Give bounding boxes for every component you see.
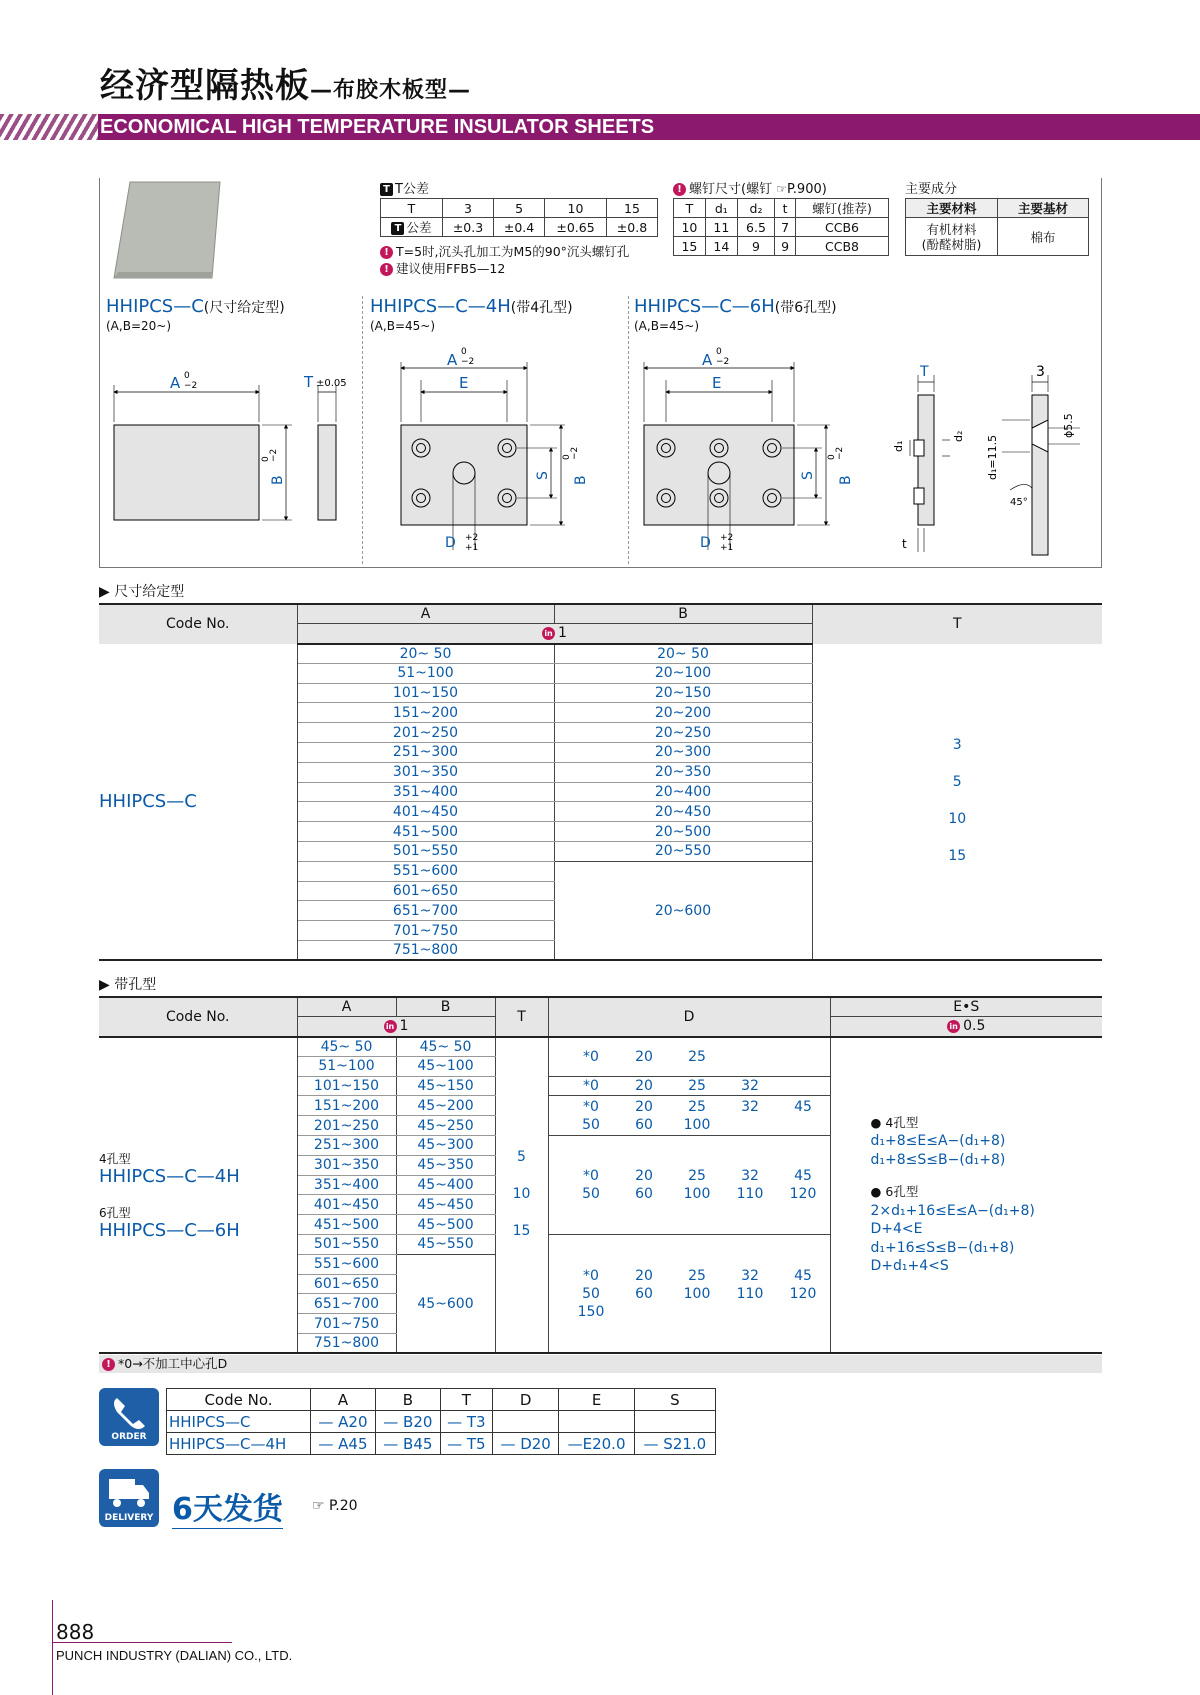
svg-text:0: 0	[562, 454, 572, 460]
separator	[628, 296, 629, 564]
variant-title-c: HHIPCS—C(尺寸给定型)	[106, 296, 285, 317]
a-cell: 401~450	[297, 1195, 396, 1215]
d-cell: *0 20 25	[548, 1037, 830, 1077]
col-t-header: T	[812, 604, 1102, 644]
svg-text:+1: +1	[465, 543, 479, 553]
a-cell: 45~ 50	[297, 1037, 396, 1057]
svg-text:E: E	[712, 374, 722, 392]
a-cell: 551~600	[297, 861, 554, 881]
b-cell: 20~250	[554, 723, 812, 743]
svg-text:B: B	[573, 475, 589, 485]
a-cell: 151~200	[297, 1096, 396, 1116]
a-cell: 251~300	[297, 1136, 396, 1156]
a-cell: 501~550	[297, 842, 554, 862]
svg-text:T: T	[304, 373, 314, 391]
drawing-6-hole-sheet	[630, 340, 1100, 565]
a-cell: 51~100	[297, 1056, 396, 1076]
dim-a: A	[170, 374, 181, 392]
a-cell: 651~700	[297, 901, 554, 921]
order-icon: ORDER	[99, 1388, 159, 1446]
b-cell: 20~400	[554, 782, 812, 802]
unit-row: in 1	[297, 1017, 495, 1037]
a-cell: 401~450	[297, 802, 554, 822]
b-cell: 20~450	[554, 802, 812, 822]
a-cell: 51~100	[297, 663, 554, 683]
drawing-4-hole-sheet	[365, 340, 627, 565]
material-table: 主要材料 主要基材 有机材料 (酚醛树脂) 棉布	[905, 198, 1089, 256]
page-number: 888	[56, 1620, 95, 1644]
svg-text:T: T	[920, 364, 929, 380]
a-cell: 151~200	[297, 703, 554, 723]
table-fixed-size	[99, 603, 1102, 961]
variant-range-4h: (A,B=45~)	[370, 319, 435, 333]
warning-icon: !	[380, 263, 393, 276]
svg-text:S: S	[800, 471, 816, 480]
a-cell: 551~600	[297, 1254, 396, 1274]
material-caption: 主要成分	[905, 182, 958, 197]
variant-range-c: (A,B=20~)	[106, 319, 171, 333]
b-cell: 45~100	[396, 1056, 495, 1076]
unit-icon: in	[947, 1020, 960, 1033]
d-cell: *0 20 25 32 45 50 60 100	[548, 1096, 830, 1136]
b-cell: 45~400	[396, 1175, 495, 1195]
variant-range-6h: (A,B=45~)	[634, 319, 699, 333]
a-cell: 301~350	[297, 762, 554, 782]
svg-text:+2: +2	[720, 533, 734, 543]
svg-text:0: 0	[461, 347, 467, 357]
svg-text:S: S	[535, 471, 551, 480]
english-title: ECONOMICAL HIGH TEMPERATURE INSULATOR SHEETS	[100, 116, 655, 138]
col-code-header: Code No.	[99, 604, 297, 644]
section-title-fixed-size: ▶ 尺寸给定型	[99, 584, 185, 600]
a-cell: 601~650	[297, 1274, 396, 1294]
a-cell: 201~250	[297, 1116, 396, 1136]
svg-text:D: D	[445, 535, 456, 551]
d-cell: *0 20 25 32	[548, 1076, 830, 1096]
a-cell: 351~400	[297, 1175, 396, 1195]
t-badge-icon: T	[391, 222, 404, 235]
col-code-header: Code No.	[99, 997, 297, 1037]
b-cell: 20~300	[554, 743, 812, 763]
svg-text:−2: −2	[269, 448, 279, 462]
company-name: PUNCH INDUSTRY (DALIAN) CO., LTD.	[56, 1648, 293, 1663]
b-cell: 20~100	[554, 663, 812, 683]
warning-icon: !	[102, 1358, 115, 1371]
svg-text:B: B	[270, 475, 286, 485]
col-b-header: B	[396, 997, 495, 1017]
col-es-header: E•S	[830, 997, 1102, 1017]
warning-icon: !	[673, 183, 686, 196]
a-cell: 451~500	[297, 1215, 396, 1235]
page-title	[100, 58, 471, 107]
svg-text:0: 0	[261, 456, 271, 462]
col-a-header: A	[297, 604, 554, 624]
svg-text:A: A	[447, 351, 458, 369]
col-d-header: D	[548, 997, 830, 1037]
a-cell: 601~650	[297, 881, 554, 901]
a-cell: 201~250	[297, 723, 554, 743]
warning-icon: !	[380, 246, 393, 259]
title-main: 经济型隔热板	[100, 66, 310, 106]
variant-title-4h: HHIPCS—C—4H(带4孔型)	[370, 296, 573, 317]
section-title-with-holes: ▶ 带孔型	[99, 977, 157, 993]
d-cell: *0 20 25 32 45 50 60 100 110 120	[548, 1136, 830, 1235]
svg-text:ϕ5.5: ϕ5.5	[1062, 413, 1075, 438]
svg-text:−2: −2	[461, 357, 475, 367]
b-cell: 45~550	[396, 1235, 495, 1255]
svg-text:t: t	[902, 537, 907, 551]
b-cell: 20~350	[554, 762, 812, 782]
banner-stripes	[0, 114, 100, 140]
b-cell: 45~500	[396, 1215, 495, 1235]
a-cell: 701~750	[297, 1314, 396, 1334]
svg-text:−2: −2	[716, 357, 730, 367]
a-cell: 451~500	[297, 822, 554, 842]
code-cell: 4孔型 HHIPCS—C—4H 6孔型 HHIPCS—C—6H	[99, 1037, 297, 1354]
b-cell: 45~ 50	[396, 1037, 495, 1057]
delivery-ref: ☞ P.20	[312, 1498, 358, 1514]
t-cell: 3 5 10 15	[812, 644, 1102, 961]
a-cell: 251~300	[297, 743, 554, 763]
svg-text:d₁=11.5: d₁=11.5	[986, 434, 999, 480]
svg-text:E: E	[459, 374, 469, 392]
b-cell: 45~350	[396, 1155, 495, 1175]
svg-text:−2: −2	[570, 446, 580, 460]
svg-text:3: 3	[1036, 364, 1045, 380]
a-cell: 501~550	[297, 1235, 396, 1255]
table-row	[99, 1037, 1102, 1057]
b-cell: 20~ 50	[554, 644, 812, 664]
svg-text:0: 0	[827, 454, 837, 460]
tolerance-note-2: ! 建议使用FFB5—12	[380, 259, 505, 277]
unit-icon: in	[384, 1020, 397, 1033]
svg-text:A: A	[702, 351, 713, 369]
svg-text:±0.05: ±0.05	[316, 378, 347, 389]
drawing-plain-sheet	[100, 360, 362, 560]
footer-rule-vertical	[52, 1600, 53, 1695]
svg-text:+1: +1	[720, 543, 734, 553]
a-cell: 301~350	[297, 1155, 396, 1175]
es-rules-cell: ● 4孔型 d₁+8≤E≤A−(d₁+8) d₁+8≤S≤B−(d₁+8) ● 6孔型 2×d₁+16≤E≤A−(d₁+8) D+4<E d₁+16≤S≤B−(d₁+8) D+d₁+4<S	[830, 1037, 1102, 1354]
b-cell: 20~500	[554, 822, 812, 842]
svg-text:+2: +2	[465, 533, 479, 543]
variant-title-6h: HHIPCS—C—6H(带6孔型)	[634, 296, 837, 317]
unit-row: in 1	[297, 624, 812, 644]
a-cell: 701~750	[297, 921, 554, 941]
svg-text:45°: 45°	[1010, 497, 1028, 508]
b-cell: 45~250	[396, 1116, 495, 1136]
a-cell: 751~800	[297, 1334, 396, 1354]
a-cell: 751~800	[297, 941, 554, 961]
t-cell: 5 10 15	[495, 1037, 548, 1354]
separator	[362, 296, 363, 564]
b-cell: 45~600	[396, 1254, 495, 1353]
b-cell: 20~150	[554, 683, 812, 703]
screw-table: T d₁ d₂ t 螺钉(推荐) 10 11 6.5 7 CCB6 15 14 9 9 CCB8	[673, 198, 889, 256]
t-badge-icon: T	[380, 183, 393, 196]
b-cell: 45~450	[396, 1195, 495, 1215]
col-t-header: T	[495, 997, 548, 1037]
b-cell: 45~200	[396, 1096, 495, 1116]
delivery-icon: DELIVERY	[99, 1469, 159, 1527]
svg-text:0: 0	[716, 347, 722, 357]
svg-text:−2: −2	[184, 381, 198, 391]
unit-icon: in	[542, 627, 555, 640]
svg-text:d₁: d₁	[892, 440, 905, 452]
pointing-hand-icon: ☞	[312, 1498, 330, 1514]
a-cell: 101~150	[297, 1076, 396, 1096]
table-with-holes	[99, 996, 1102, 1354]
title-sub: —布胶木板型—	[310, 78, 472, 103]
delivery-text: 6天发货	[172, 1484, 283, 1529]
b-cell: 20~550	[554, 842, 812, 862]
tolerance-table: T 3 5 10 15 T 公差 ±0.3 ±0.4 ±0.65 ±0.8	[380, 198, 658, 237]
b-cell: 20~200	[554, 703, 812, 723]
d-cell: *0 20 25 32 45 50 60 100 110 120 150	[548, 1235, 830, 1354]
svg-text:D: D	[700, 535, 711, 551]
order-table: Code No. A B T D E S HHIPCS—C — A20 — B20 — T3 HHIPCS—C—4H — A45 — B45 — T5 — D20 —E20.0 — S21.0	[166, 1388, 716, 1455]
pointing-hand-icon: ☞	[776, 182, 787, 196]
footnote: ! *0→不加工中心孔D	[99, 1355, 1102, 1373]
col-a-header: A	[297, 997, 396, 1017]
svg-text:0: 0	[184, 371, 190, 381]
svg-text:B: B	[838, 475, 854, 485]
a-cell: 101~150	[297, 683, 554, 703]
tolerance-note-1: ! T=5时,沉头孔加工为M5的90°沉头螺钉孔	[380, 242, 629, 260]
tolerance-caption: T T公差	[380, 178, 429, 197]
product-photo	[112, 180, 222, 280]
b-cell: 45~300	[396, 1136, 495, 1156]
unit-row-es: in 0.5	[830, 1017, 1102, 1037]
b-cell: 45~150	[396, 1076, 495, 1096]
svg-text:d₂: d₂	[952, 430, 965, 442]
col-b-header: B	[554, 604, 812, 624]
a-cell: 651~700	[297, 1294, 396, 1314]
table-row	[99, 644, 1102, 664]
a-cell: 351~400	[297, 782, 554, 802]
screw-caption: ! 螺钉尺寸(螺钉 ☞P.900)	[673, 178, 827, 197]
b-cell: 20~600	[554, 861, 812, 960]
svg-text:−2: −2	[835, 446, 845, 460]
a-cell: 20~ 50	[297, 644, 554, 664]
code-cell: HHIPCS—C	[99, 644, 297, 961]
